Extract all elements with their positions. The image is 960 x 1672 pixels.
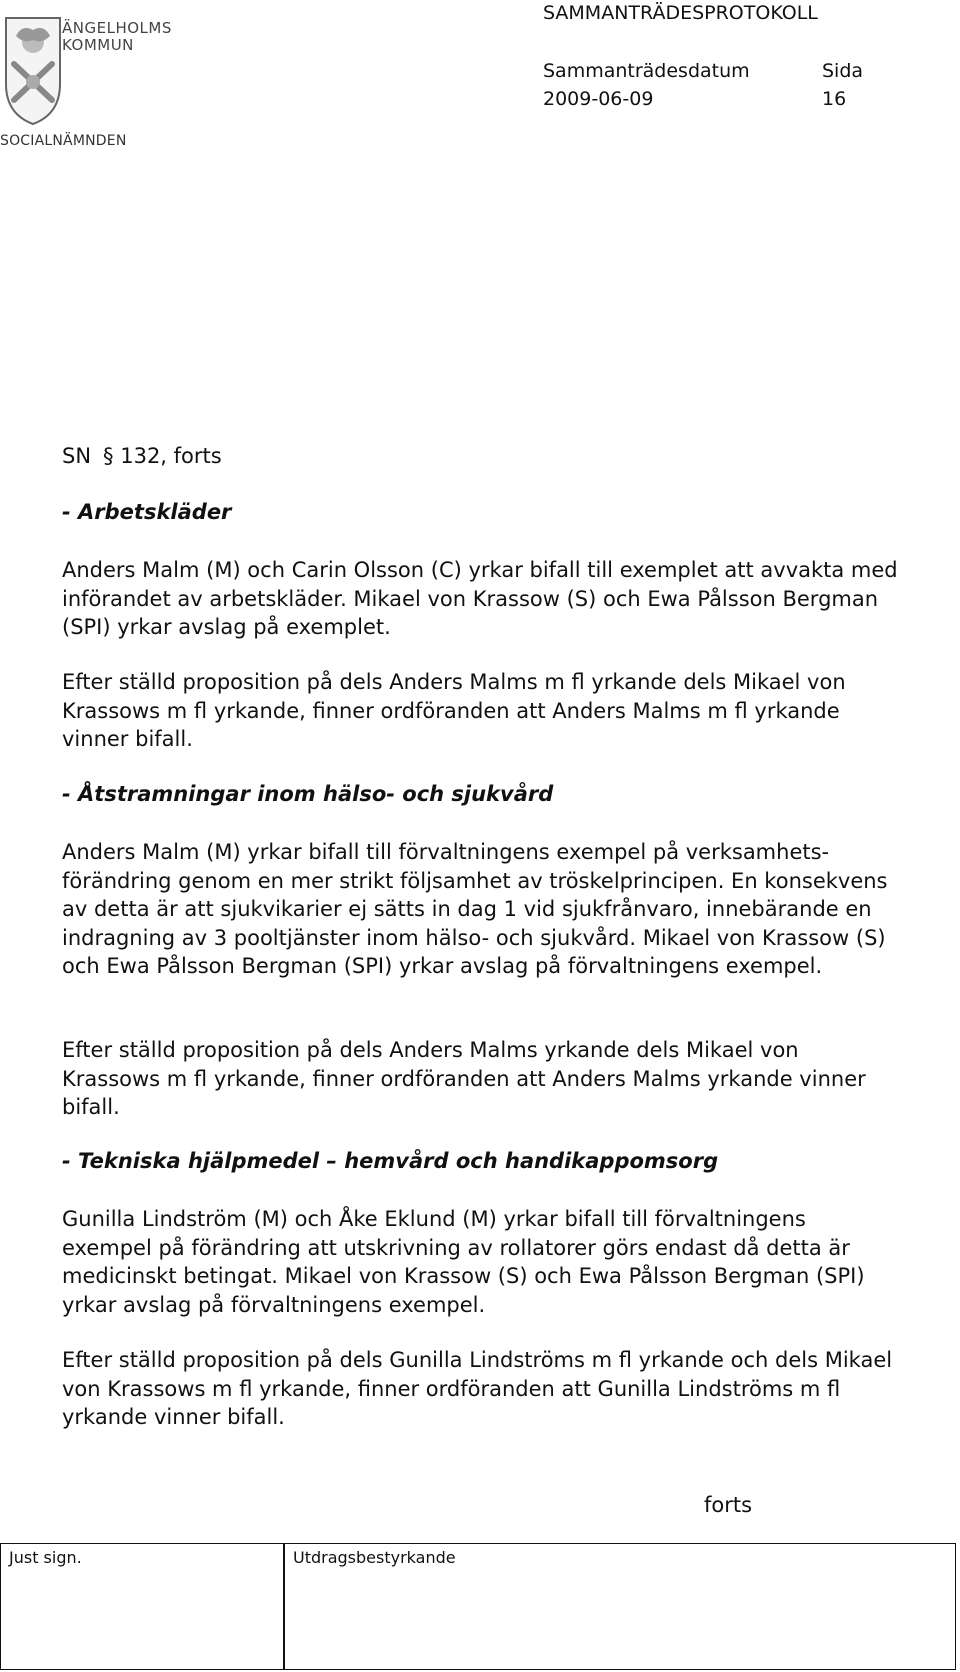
subheading-atstramningar: - Åtstramningar inom hälso- och sjukvård — [62, 782, 554, 806]
page-number: 16 — [822, 88, 847, 110]
paragraph-3: Anders Malm (M) yrkar bifall till förvaltningens exempel på verksamhets-förändring genom en mer strikt följsamhet av tröskelprincipen. En konsekvens av detta är att sjukvikarier ej sätts in dag 1 vid sjukfrånvaro, innebärande en indragning av 3 pooltjänster inom hälso- och sjukvård. Mikael von Krassow (S) och Ewa Pålsson Bergman (SPI) yrkar avslag på förvaltningens exempel. — [62, 840, 888, 978]
section-reference: § 132, forts — [103, 444, 222, 468]
logo-department: SOCIALNÄMNDEN — [0, 133, 127, 149]
crest-icon — [2, 14, 64, 126]
paragraph-2: Efter ställd proposition på dels Anders Malms m fl yrkande dels Mikael von Krassows m fl yrkande, finner ordföranden att Anders Malms m fl yrkande vinner bifall. — [62, 670, 846, 751]
date-value: 2009-06-09 — [543, 88, 654, 110]
page-label: Sida — [822, 60, 864, 82]
subheading-arbetsklader: - Arbetskläder — [62, 500, 232, 524]
paragraph-4: Efter ställd proposition på dels Anders Malms yrkande dels Mikael von Krassows m fl yrkande, finner ordföranden att Anders Malms yrkande vinner bifall. — [62, 1038, 866, 1119]
utdragsbestyrkande-label: Utdragsbestyrkande — [293, 1548, 456, 1567]
logo-org-name: ÄNGELHOLMS KOMMUN — [62, 19, 172, 54]
continued-note: forts — [704, 1493, 753, 1517]
date-label: Sammanträdesdatum — [543, 60, 750, 82]
subheading-tekniska-hjalpmedel: - Tekniska hjälpmedel – hemvård och handikappomsorg — [62, 1149, 719, 1173]
municipality-logo — [0, 8, 172, 149]
just-sign-label: Just sign. — [9, 1548, 82, 1567]
paragraph-1: Anders Malm (M) och Carin Olsson (C) yrkar bifall till exemplet att avvakta med införandet av arbetskläder. Mikael von Krassow (S) och Ewa Pålsson Bergman (SPI) yrkar avslag på exemplet. — [62, 558, 898, 639]
paragraph-6: Efter ställd proposition på dels Gunilla Lindströms m fl yrkande och dels Mikael von Krassows m fl yrkande, finner ordföranden att Gunilla Lindströms m fl yrkande vinner bifall. — [62, 1348, 893, 1429]
document-type: SAMMANTRÄDESPROTOKOLL — [543, 2, 818, 24]
section-prefix: SN — [62, 444, 92, 468]
section-heading — [62, 444, 222, 468]
paragraph-5: Gunilla Lindström (M) och Åke Eklund (M) yrkar bifall till förvaltningens exempel på förändring att utskrivning av rollatorer görs endast då detta är medicinskt betingat. Mikael von Krassow (S) och Ewa Pålsson Bergman (SPI) yrkar avslag på förvaltningens exempel. — [62, 1207, 865, 1317]
signature-divider — [283, 1544, 285, 1669]
signature-box — [0, 1543, 956, 1670]
